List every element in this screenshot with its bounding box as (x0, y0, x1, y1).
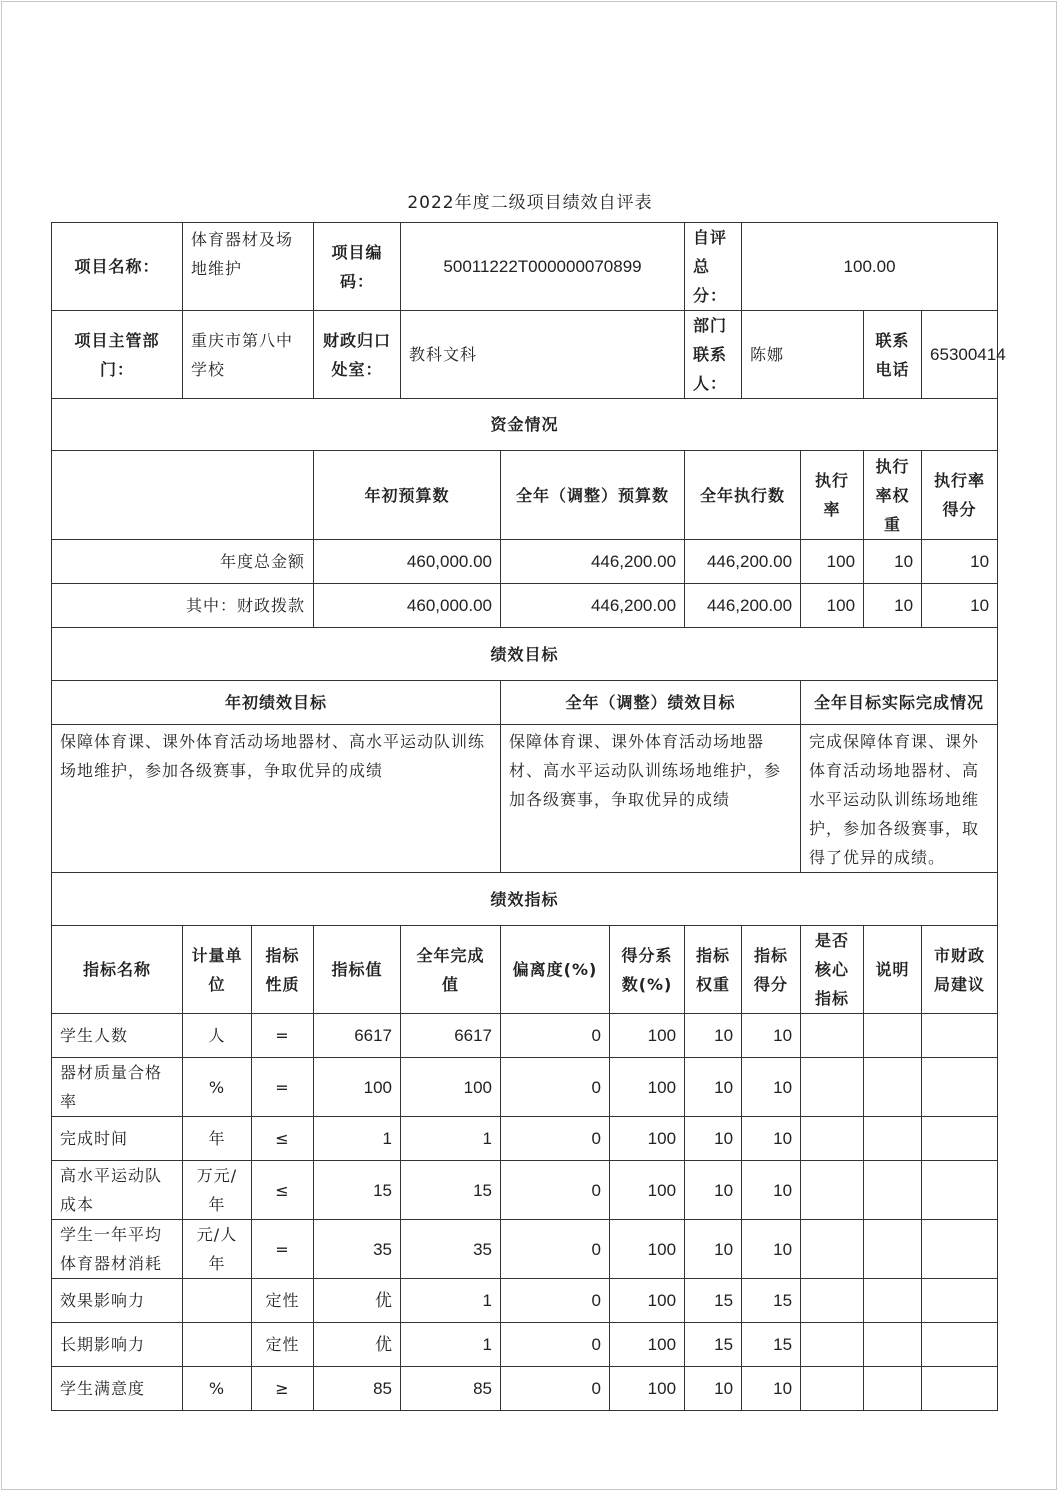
indicator-cell: 35 (314, 1220, 401, 1279)
indicator-cell: = (252, 1058, 314, 1117)
indicator-cell: % (183, 1367, 252, 1411)
indicator-cell: 10 (742, 1058, 801, 1117)
indicator-cell (922, 1161, 998, 1220)
indicator-cell: 0 (501, 1117, 610, 1161)
indicator-cell: 100 (610, 1014, 685, 1058)
project-name-label: 项目名称： (52, 223, 183, 311)
indicator-cell: 1 (401, 1323, 501, 1367)
funds-cell: 10 (922, 540, 998, 584)
indicator-cell: 1 (401, 1279, 501, 1323)
indicators-header-row (52, 926, 998, 1014)
indicator-header: 指标名称 (52, 926, 183, 1014)
indicator-name: 学生一年平均体育器材消耗 (52, 1220, 183, 1279)
indicator-cell: 100 (401, 1058, 501, 1117)
indicator-cell: 6617 (401, 1014, 501, 1058)
table-row (52, 1323, 998, 1367)
indicator-cell (864, 1014, 922, 1058)
goals-section-title: 绩效目标 (52, 628, 998, 681)
indicator-cell (183, 1279, 252, 1323)
indicator-cell: = (252, 1220, 314, 1279)
indicator-cell (801, 1117, 864, 1161)
funds-header-row (52, 451, 998, 540)
indicator-cell: 10 (685, 1117, 742, 1161)
indicators-section-row (52, 873, 998, 926)
table-row (52, 1058, 998, 1117)
self-score-value: 100.00 (742, 223, 998, 311)
indicator-name: 学生人数 (52, 1014, 183, 1058)
indicator-cell: 100 (314, 1058, 401, 1117)
indicator-header: 指标值 (314, 926, 401, 1014)
table-row (52, 1161, 998, 1220)
funds-row-fiscal (52, 584, 998, 628)
funds-cell: 10 (922, 584, 998, 628)
indicator-cell: 100 (610, 1367, 685, 1411)
indicator-cell (922, 1279, 998, 1323)
indicator-cell (864, 1220, 922, 1279)
indicator-cell: 100 (610, 1117, 685, 1161)
indicator-cell: 6617 (314, 1014, 401, 1058)
indicator-name: 高水平运动队成本 (52, 1161, 183, 1220)
indicator-cell: 10 (742, 1014, 801, 1058)
indicator-cell: 10 (742, 1161, 801, 1220)
indicator-cell: 15 (742, 1323, 801, 1367)
indicator-cell: 10 (685, 1014, 742, 1058)
indicator-name: 长期影响力 (52, 1323, 183, 1367)
indicator-cell: 15 (314, 1161, 401, 1220)
indicator-cell: 定性 (252, 1323, 314, 1367)
indicator-cell (864, 1161, 922, 1220)
indicator-header: 计量单位 (183, 926, 252, 1014)
indicator-cell: 15 (685, 1323, 742, 1367)
indicator-cell: 0 (501, 1323, 610, 1367)
indicator-cell (864, 1323, 922, 1367)
indicator-cell: 100 (610, 1161, 685, 1220)
indicator-header: 说明 (864, 926, 922, 1014)
indicator-header: 是否核心指标 (801, 926, 864, 1014)
funds-cell: 460,000.00 (314, 540, 501, 584)
indicator-cell: 10 (685, 1058, 742, 1117)
indicator-cell: 年 (183, 1117, 252, 1161)
dept-value: 重庆市第八中学校 (183, 311, 314, 399)
indicator-name: 效果影响力 (52, 1279, 183, 1323)
self-score-label: 自评总分： (685, 223, 742, 311)
dept-label: 项目主管部门： (52, 311, 183, 399)
indicator-cell: 元/人年 (183, 1220, 252, 1279)
indicator-cell: 定性 (252, 1279, 314, 1323)
goals-header-initial: 年初绩效目标 (52, 681, 501, 725)
indicator-cell: 0 (501, 1161, 610, 1220)
table-row (52, 1367, 998, 1411)
indicator-cell: 0 (501, 1220, 610, 1279)
funds-header-rate-weight: 执行率权重 (864, 451, 922, 540)
indicator-cell: 15 (742, 1279, 801, 1323)
indicator-cell: 0 (501, 1058, 610, 1117)
indicator-name: 器材质量合格率 (52, 1058, 183, 1117)
phone-label: 联系电话 (864, 311, 922, 399)
indicators-section-title: 绩效指标 (52, 873, 998, 926)
indicator-cell (922, 1117, 998, 1161)
indicator-cell (183, 1323, 252, 1367)
goals-header-adjusted: 全年（调整）绩效目标 (501, 681, 801, 725)
indicator-cell (922, 1220, 998, 1279)
indicator-cell: 100 (610, 1323, 685, 1367)
funds-row-label: 其中：财政拨款 (52, 584, 314, 628)
indicator-cell (801, 1220, 864, 1279)
funds-header-blank (52, 451, 314, 540)
indicator-cell: 10 (685, 1220, 742, 1279)
indicator-cell: 85 (401, 1367, 501, 1411)
indicator-cell: % (183, 1058, 252, 1117)
funds-cell: 446,200.00 (501, 540, 685, 584)
goals-section-row (52, 628, 998, 681)
indicator-cell: 1 (401, 1117, 501, 1161)
indicator-name: 学生满意度 (52, 1367, 183, 1411)
indicator-cell (922, 1014, 998, 1058)
indicator-cell (801, 1367, 864, 1411)
indicator-cell: 优 (314, 1279, 401, 1323)
indicator-header: 指标权重 (685, 926, 742, 1014)
project-code-value: 50011222T000000070899 (401, 223, 685, 311)
indicator-cell: 100 (610, 1220, 685, 1279)
indicator-cell: ≤ (252, 1161, 314, 1220)
funds-cell: 100 (801, 584, 864, 628)
indicator-cell: 0 (501, 1014, 610, 1058)
funds-header-adjusted: 全年（调整）预算数 (501, 451, 685, 540)
indicator-cell: 10 (742, 1367, 801, 1411)
funds-row-total (52, 540, 998, 584)
indicator-cell (864, 1058, 922, 1117)
indicator-cell: 10 (685, 1367, 742, 1411)
indicator-cell: 10 (742, 1220, 801, 1279)
indicator-cell: 100 (610, 1279, 685, 1323)
indicator-header: 指标得分 (742, 926, 801, 1014)
indicator-cell: 人 (183, 1014, 252, 1058)
funds-cell: 460,000.00 (314, 584, 501, 628)
goals-header-actual: 全年目标实际完成情况 (801, 681, 998, 725)
goal-initial-text: 保障体育课、课外体育活动场地器材、高水平运动队训练场地维护，参加各级赛事，争取优异的成绩 (52, 725, 501, 873)
indicator-cell (801, 1014, 864, 1058)
table-row (52, 1117, 998, 1161)
indicator-cell (801, 1058, 864, 1117)
indicator-cell: 100 (610, 1058, 685, 1117)
funds-header-rate: 执行率 (801, 451, 864, 540)
contact-value: 陈娜 (742, 311, 864, 399)
contact-label: 部门联系人： (685, 311, 742, 399)
indicator-cell: 35 (401, 1220, 501, 1279)
table-row (52, 1279, 998, 1323)
project-code-label: 项目编码： (314, 223, 401, 311)
finance-label: 财政归口处室： (314, 311, 401, 399)
funds-cell: 446,200.00 (685, 540, 801, 584)
funds-cell: 10 (864, 540, 922, 584)
phone-value: 65300414 (922, 311, 998, 399)
indicator-cell (864, 1117, 922, 1161)
funds-header-executed: 全年执行数 (685, 451, 801, 540)
table-row (52, 1014, 998, 1058)
indicator-cell: 0 (501, 1279, 610, 1323)
indicator-cell (864, 1279, 922, 1323)
evaluation-table (51, 222, 1006, 1411)
funds-header-initial: 年初预算数 (314, 451, 501, 540)
indicator-cell (922, 1367, 998, 1411)
indicator-cell: 1 (314, 1117, 401, 1161)
indicator-cell: 15 (401, 1161, 501, 1220)
funds-section-title: 资金情况 (52, 399, 998, 451)
indicator-cell (922, 1058, 998, 1117)
funds-cell: 446,200.00 (501, 584, 685, 628)
indicator-cell (801, 1279, 864, 1323)
funds-section-row (52, 399, 998, 451)
indicator-header: 全年完成值 (401, 926, 501, 1014)
indicator-header: 指标性质 (252, 926, 314, 1014)
indicator-cell (922, 1323, 998, 1367)
indicator-cell: 85 (314, 1367, 401, 1411)
indicator-cell: ≤ (252, 1117, 314, 1161)
funds-cell: 100 (801, 540, 864, 584)
goals-header-row (52, 681, 998, 725)
page-title: 2022年度二级项目绩效自评表 (407, 193, 653, 213)
funds-cell: 446,200.00 (685, 584, 801, 628)
indicator-cell: 15 (685, 1279, 742, 1323)
indicator-cell (864, 1367, 922, 1411)
funds-cell: 10 (864, 584, 922, 628)
goals-text-row (52, 725, 998, 873)
funds-header-rate-score: 执行率得分 (922, 451, 998, 540)
indicator-rows (52, 1014, 998, 1411)
table-row (52, 1220, 998, 1279)
indicator-header: 偏离度(%) (501, 926, 610, 1014)
indicator-cell (801, 1161, 864, 1220)
info-row-2 (52, 311, 998, 399)
indicator-cell (801, 1323, 864, 1367)
indicator-cell: 10 (685, 1161, 742, 1220)
indicator-header: 得分系数(%) (610, 926, 685, 1014)
goal-adjusted-text: 保障体育课、课外体育活动场地器材、高水平运动队训练场地维护，参加各级赛事，争取优异的成绩 (501, 725, 801, 873)
indicator-name: 完成时间 (52, 1117, 183, 1161)
indicator-header: 市财政局建议 (922, 926, 998, 1014)
indicator-cell: 优 (314, 1323, 401, 1367)
indicator-cell: 万元/年 (183, 1161, 252, 1220)
info-row-1 (52, 223, 998, 311)
indicator-cell: 0 (501, 1367, 610, 1411)
finance-value: 教科文科 (401, 311, 685, 399)
indicator-cell: 10 (742, 1117, 801, 1161)
project-name-value: 体育器材及场地维护 (183, 223, 314, 311)
indicator-cell: = (252, 1014, 314, 1058)
indicator-cell: ≥ (252, 1367, 314, 1411)
funds-row-label: 年度总金额 (52, 540, 314, 584)
goal-actual-text: 完成保障体育课、课外体育活动场地器材、高水平运动队训练场地维护，参加各级赛事，取得了优异的成绩。 (801, 725, 998, 873)
